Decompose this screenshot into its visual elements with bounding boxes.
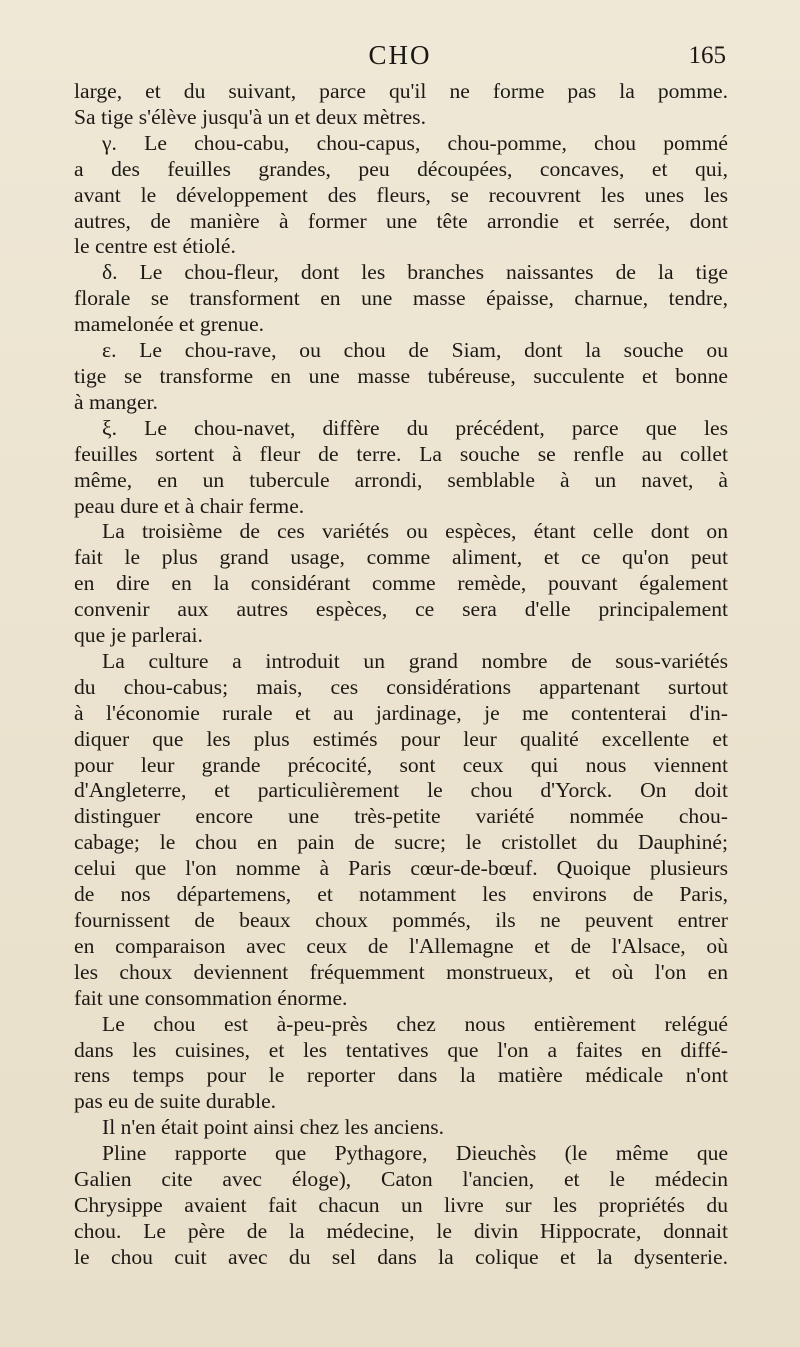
text-line: peau dure et à chair ferme.	[74, 493, 305, 518]
text-line: pour leur grande précocité, sont ceux qui nous viennent	[74, 752, 728, 777]
text-line: diquer que les plus estimés pour leur qualité excellente et	[74, 726, 728, 751]
text-line: La culture a introduit un grand nombre de sous-variétés	[102, 648, 728, 673]
text-line: avant le développement des fleurs, se recouvrent les unes les	[74, 182, 728, 207]
text-line: feuilles sortent à fleur de terre. La souche se renfle au collet	[74, 441, 728, 466]
text-line: dans les cuisines, et les tentatives que l'on a faites en diffé-	[74, 1037, 728, 1062]
text-line: cabage; le chou en pain de sucre; le cristollet du Dauphiné;	[74, 830, 728, 855]
text-line: Le chou est à-peu-près chez nous entièrement relégué	[102, 1011, 728, 1036]
text-line: ξ. Le chou-navet, diffère du précédent, parce que les	[102, 415, 728, 440]
text-line: mamelonée et grenue.	[74, 312, 265, 337]
text-line: autres, de manière à former une tête arrondie et serrée, dont	[74, 208, 728, 233]
page-number: 165	[688, 42, 726, 69]
text-line: Galien cite avec éloge), Caton l'ancien, et le médecin	[74, 1167, 728, 1192]
text-line: Il n'en était point ainsi chez les anciens.	[102, 1115, 445, 1140]
text-line: convenir aux autres espèces, ce sera d'elle principalement	[74, 597, 728, 622]
text-line: distinguer encore une très-petite variété nommée chou-	[74, 804, 728, 829]
text-line: que je parlerai.	[74, 623, 203, 648]
text-line: les choux deviennent fréquemment monstrueux, et où l'on en	[74, 959, 728, 984]
running-head	[74, 40, 726, 80]
text-line: tige se transforme en une masse tubéreuse, succulente et bonne	[74, 363, 728, 388]
text-line: même, en un tubercule arrondi, semblable à un navet, à	[74, 467, 728, 492]
text-line: du chou-cabus; mais, ces considérations appartenant surtout	[74, 674, 728, 699]
text-line: a des feuilles grandes, peu découpées, concaves, et qui,	[74, 156, 728, 181]
text-line: fait le plus grand usage, comme aliment, et ce qu'on peut	[74, 545, 728, 570]
text-line: de nos départemens, et notamment les environs de Paris,	[74, 882, 728, 907]
text-line: à manger.	[74, 389, 158, 414]
text-line: δ. Le chou-fleur, dont les branches naissantes de la tige	[102, 260, 728, 285]
text-line: rens temps pour le reporter dans la matière médicale n'ont	[74, 1063, 728, 1088]
text-line: Pline rapporte que Pythagore, Dieuchès (le même que	[102, 1141, 728, 1166]
text-line: en comparaison avec ceux de l'Allemagne et de l'Alsace, où	[74, 933, 728, 958]
body-text	[74, 79, 728, 1271]
text-line: large, et du suivant, parce qu'il ne forme pas la pomme.	[74, 79, 728, 103]
text-line: le chou cuit avec du sel dans la colique et la dysenterie.	[74, 1244, 728, 1269]
text-line: fait une consommation énorme.	[74, 985, 348, 1010]
text-line: le centre est étiolé.	[74, 234, 236, 259]
running-head-title: CHO	[368, 40, 432, 70]
text-line: d'Angleterre, et particulièrement le chou d'Yorck. On doit	[74, 778, 728, 803]
text-line: à l'économie rurale et au jardinage, je me contenterai d'in-	[74, 700, 728, 725]
text-line: ε. Le chou-rave, ou chou de Siam, dont la souche ou	[102, 338, 728, 363]
text-line: pas eu de suite durable.	[74, 1089, 277, 1114]
text-line: La troisième de ces variétés ou espèces, étant celle dont on	[102, 519, 728, 544]
text-line: Chrysippe avaient fait chacun un livre sur les propriétés du	[74, 1192, 728, 1217]
text-line: en dire en la considérant comme remède, pouvant également	[74, 571, 728, 596]
text-line: florale se transforment en une masse épaisse, charnue, tendre,	[74, 286, 728, 311]
text-line: chou. Le père de la médecine, le divin Hippocrate, donnait	[74, 1218, 728, 1243]
text-line: γ. Le chou-cabu, chou-capus, chou-pomme, chou pommé	[102, 130, 728, 155]
text-line: Sa tige s'élève jusqu'à un et deux mètres.	[74, 104, 426, 129]
text-line: fournissent de beaux choux pommés, ils ne peuvent entrer	[74, 908, 728, 932]
text-line: celui que l'on nomme à Paris cœur-de-bœuf. Quoique plusieurs	[74, 856, 728, 881]
